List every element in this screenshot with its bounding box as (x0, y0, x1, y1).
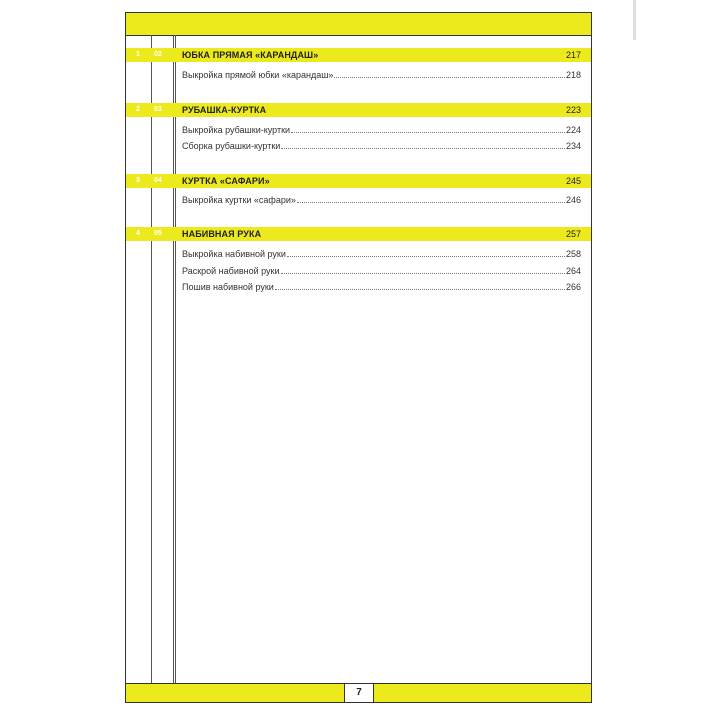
dot-leader (297, 202, 565, 203)
toc-entry-text: Выкройка куртки «сафари» (182, 195, 296, 205)
toc-entry-text: Выкройка прямой юбки «карандаш» (182, 70, 334, 80)
dot-leader (281, 148, 565, 149)
toc-entry[interactable] (182, 281, 581, 293)
section-title: ЮБКА ПРЯМАЯ «КАРАНДАШ» (182, 50, 319, 60)
toc-entry[interactable] (182, 194, 581, 206)
toc-section-header[interactable] (126, 103, 591, 117)
dot-leader (287, 256, 565, 257)
toc-section-header[interactable] (126, 48, 591, 62)
toc-entry-text: Выкройка рубашки-куртки (182, 125, 291, 135)
column-divider (151, 35, 152, 684)
toc-page (125, 12, 592, 703)
toc-entry-page: 266 (565, 282, 581, 292)
toc-entry-page: 258 (565, 249, 581, 259)
section-page: 245 (565, 176, 581, 186)
dot-leader (334, 77, 565, 78)
toc-entry-page: 246 (565, 195, 581, 205)
column-divider (175, 35, 176, 684)
toc-entry[interactable] (182, 248, 581, 260)
section-number: 02 (154, 51, 162, 58)
scrollbar[interactable] (633, 0, 636, 40)
section-page: 223 (565, 105, 581, 115)
column-divider (173, 35, 174, 684)
top-bar (126, 13, 591, 36)
section-number: 05 (154, 230, 162, 237)
toc-section-header[interactable] (126, 174, 591, 188)
section-index: 4 (136, 230, 140, 237)
toc-entry-text: Раскрой набивной руки (182, 266, 280, 276)
toc-entry-page: 234 (565, 141, 581, 151)
toc-entry[interactable] (182, 124, 581, 136)
toc-entry[interactable] (182, 140, 581, 152)
toc-entry-text: Выкройка набивной руки (182, 249, 286, 259)
section-page: 217 (565, 50, 581, 60)
section-title: РУБАШКА-КУРТКА (182, 105, 267, 115)
section-index: 2 (136, 106, 140, 113)
toc-section-header[interactable] (126, 227, 591, 241)
dot-leader (291, 132, 565, 133)
toc-entry-page: 264 (565, 266, 581, 276)
toc-entry-text: Сборка рубашки-куртки (182, 141, 281, 151)
section-title: НАБИВНАЯ РУКА (182, 229, 262, 239)
dot-leader (275, 289, 565, 290)
toc-entry-page: 218 (565, 70, 581, 80)
section-number: 04 (154, 177, 162, 184)
toc-entry[interactable] (182, 265, 581, 277)
dot-leader (281, 273, 565, 274)
toc-entry-page: 224 (565, 125, 581, 135)
section-index: 1 (136, 51, 140, 58)
page-number: 7 (344, 684, 374, 702)
toc-entry[interactable] (182, 69, 581, 81)
toc-entry-text: Пошив набивной руки (182, 282, 274, 292)
footer-bar (126, 683, 591, 702)
section-page: 257 (565, 229, 581, 239)
section-index: 3 (136, 177, 140, 184)
section-number: 03 (154, 106, 162, 113)
section-title: КУРТКА «САФАРИ» (182, 176, 270, 186)
